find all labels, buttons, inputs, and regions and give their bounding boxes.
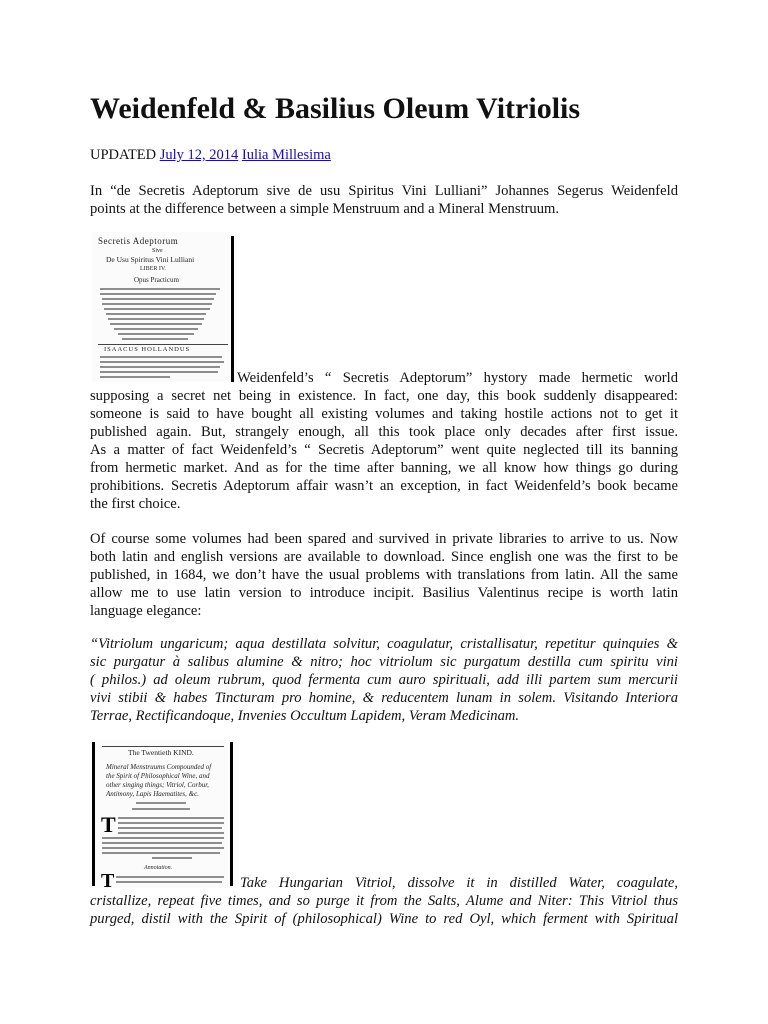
scan-text: Mineral Menstruums Compounded of	[106, 763, 212, 771]
latin-quote-line: vivi stibii & habes Tincturam pro homine, & reducentem lunam in solem. Visitando Interiora	[90, 690, 678, 706]
history-line: supposing a secret net being in existence. In fact, one day, this book suddenly disappeared:	[90, 388, 678, 404]
intro-line: points at the difference between a simple Menstruum and a Mineral Menstruum.	[90, 201, 560, 217]
scan-text: Antimony, Lapis Haematites, &c.	[106, 790, 199, 798]
survival-line: published, in 1684, we don’t have the usual problems with translations from latin. All the same	[90, 567, 678, 583]
english-line: cristallize, repeat five times, and so purge it from the Salts, Alume and Niter: This Vitriol thus	[90, 893, 678, 909]
scan-text: Secretis Adeptorum	[98, 236, 179, 246]
author-link[interactable]: Iulia Millesima	[241, 147, 331, 163]
scan-text: Sive	[152, 248, 163, 254]
intro-line: In “de Secretis Adeptorum sive de usu Spiritus Vini Lulliani” Johannes Segerus Weidenfeld	[90, 183, 678, 199]
article-title: Weidenfeld & Basilius Oleum Vitriolis	[90, 92, 581, 125]
date-link[interactable]: July 12, 2014	[159, 147, 239, 163]
scan-text: Opus Practicum	[134, 276, 179, 284]
history-line: someone is said to have bought all existing volumes and taking hostile actions not to get it	[90, 406, 678, 422]
scan-text: ISAACUS HOLLANDUS	[104, 346, 191, 353]
scan-text: LIBER IV.	[140, 266, 166, 272]
scan-text: other singing things; Vitriol, Corbur,	[106, 781, 209, 789]
scan-text: Annotation.	[144, 865, 173, 871]
history-line: from hermetic market. And as for the time after banning, we all know how things go during	[90, 460, 678, 476]
history-line: published again. But, strangely enough, all this took place only decades after first issue.	[90, 424, 678, 440]
history-line: As a matter of fact Weidenfeld’s “ Secretis Adeptorum” went quite neglected till its banning	[90, 442, 678, 458]
updated-label: UPDATED	[90, 147, 157, 163]
scan-text: the Spirit of Philosophical Wine, and	[106, 772, 210, 780]
english-line: purged, distil with the Spirit of (philosophical) Wine to red Oyl, which ferment with Spiritual	[90, 911, 678, 927]
survival-line: Of course some volumes had been spared and survived in private libraries to arrive to us. Now	[90, 531, 678, 547]
history-line: prohibitions. Secretis Adeptorum affair wasn’t an exception, in fact Weidenfeld’s book became	[90, 478, 678, 494]
history-first-line: Weidenfeld’s “ Secretis Adeptorum” hystory made hermetic world	[237, 370, 678, 386]
latin-quote-line: sic purgatur à salibus alumine & nitro; hoc vitriolum sic purgatum destilla cum spiritu vini	[90, 654, 678, 670]
latin-quote-line: Terrae, Rectificandoque, Invenies Occultum Lapidem, Veram Medicinam.	[90, 708, 520, 724]
scan-text: De Usu Spiritus Vini Lulliani	[106, 255, 195, 264]
latin-quote-line: “Vitriolum ungaricum; aqua destillata solvitur, coagulatur, cristallisatur, repetitur quinquies &	[90, 636, 678, 652]
history-line: the first choice.	[90, 496, 181, 512]
latin-quote-line: ( philos.) ad oleum rubrum, quod fermenta cum auro spirituali, add illi partem sum mercurii	[90, 672, 678, 688]
survival-line: both latin and english versions are available to download. Since english one was the first to be	[90, 549, 678, 565]
book-page-image: The Twentieth KIND. Mineral Menstruums Compounded of the Spirit of Philosophical Wine, and other singing things; Vitriol, Corbur, Antimony, Lapis Haematites, &c. T Annotation. T	[92, 740, 239, 888]
scan-text: The Twentieth KIND.	[128, 748, 194, 757]
english-first-line: Take Hungarian Vitriol, dissolve it in distilled Water, coagulate,	[240, 875, 678, 891]
book-title-page-image	[92, 232, 237, 382]
survival-line: allow me to use latin version to introduce incipit. Basilius Valentinus recipe is worth latin	[90, 585, 678, 601]
survival-line: language elegance:	[90, 603, 202, 619]
article-meta	[90, 147, 331, 164]
